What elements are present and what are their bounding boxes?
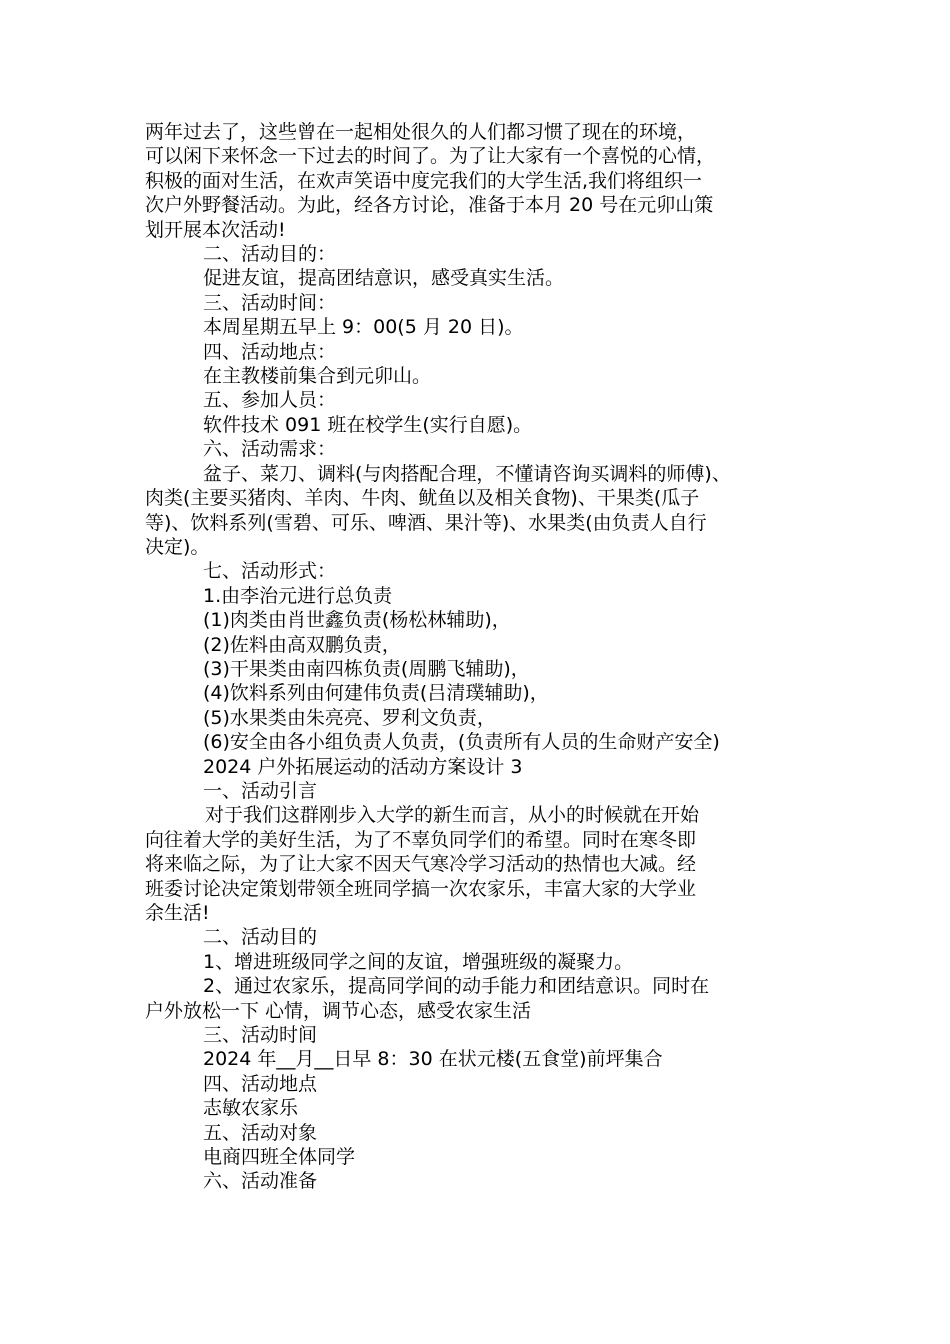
text-line: 等)、饮料系列(雪碧、可乐、啤酒、果汁等)、水果类(由负责人自行 [145, 511, 707, 534]
text-line: 积极的面对生活，在欢声笑语中度完我们的大学生活,我们将组织一 [145, 169, 703, 192]
text-line: 班委讨论决定策划带领全班同学搞一次农家乐，丰富大家的大学业 [145, 877, 697, 900]
text-line: 三、活动时间 [203, 1024, 318, 1047]
text-line: 五、活动对象 [203, 1121, 318, 1144]
text-line: 六、活动准备 [203, 1170, 318, 1193]
text-line: 三、活动时间： [203, 291, 337, 314]
text-line: 软件技术 091 班在校学生(实行自愿)。 [203, 413, 533, 436]
text-line: 志敏农家乐 [203, 1097, 299, 1120]
text-line: 电商四班全体同学 [203, 1146, 356, 1169]
text-line: 1、增进班级同学之间的友谊，增强班级的凝聚力。 [203, 950, 634, 973]
text-line: 肉类(主要买猪肉、羊肉、牛肉、鱿鱼以及相关食物)、干果类(瓜子 [145, 487, 700, 510]
text-line: 五、参加人员： [203, 389, 337, 412]
text-line: 2、通过农家乐，提高同学间的动手能力和团结意识。同时在 [203, 975, 710, 998]
text-line: 两年过去了，这些曾在一起相处很久的人们都习惯了现在的环境， [145, 121, 697, 143]
text-line: 1.由李治元进行总负责 [203, 584, 393, 607]
text-line: 四、活动地点 [203, 1072, 318, 1095]
text-line: (2)佐料由高双鹏负责， [203, 633, 401, 656]
text-line: 在主教楼前集合到元卯山。 [203, 365, 432, 388]
text-line: 余生活! [145, 902, 210, 924]
text-line: 户外放松一下 心情，调节心态，感受农家生活 [145, 999, 532, 1022]
text-line: 二、活动目的： [203, 243, 337, 266]
text-line: 2024 年__月__日早 8：30 在状元楼(五食堂)前坪集合 [203, 1048, 663, 1071]
text-line: 本周星期五早上 9：00(5 月 20 日)。 [203, 316, 524, 339]
text-line: 盆子、菜刀、调料(与肉搭配合理，不懂请咨询买调料的师傅)、 [203, 462, 731, 485]
text-line: 2024 户外拓展运动的活动方案设计 3 [203, 755, 523, 778]
text-line: 四、活动地点： [203, 340, 337, 363]
text-line: 二、活动目的 [203, 926, 318, 949]
text-line: 一、活动引言 [203, 779, 318, 802]
text-line: 对于我们这群刚步入大学的新生而言，从小的时候就在开始 [205, 804, 700, 827]
text-line: (6)安全由各小组负责人负责，(负责所有人员的生命财产安全) [203, 731, 720, 754]
text-line: (5)水果类由朱亮亮、罗利文负责， [203, 706, 496, 729]
text-line: 向往着大学的美好生活，为了不辜负同学们的希望。同时在寒冬即 [145, 828, 697, 851]
text-line: 决定)。 [145, 535, 210, 558]
text-line: 将来临之际，为了让大家不因天气寒冷学习活动的热情也大减。经 [145, 853, 697, 876]
text-line: 划开展本次活动! [145, 218, 286, 241]
text-line: (3)干果类由南四栋负责(周鹏飞辅助)， [203, 657, 530, 680]
text-line: 次户外野餐活动。为此，经各方讨论，准备于本月 20 号在元卯山策 [145, 194, 714, 217]
text-line: 可以闲下来怀念一下过去的时间了。为了让大家有一个喜悦的心情， [145, 145, 716, 168]
text-line: 七、活动形式： [203, 560, 337, 583]
text-line: 促进友谊，提高团结意识，感受真实生活。 [203, 267, 565, 290]
document-body [145, 120, 815, 1194]
text-line: 六、活动需求： [203, 438, 337, 461]
text-line: (4)饮料系列由何建伟负责(吕清璞辅助)， [203, 682, 549, 705]
text-line: (1)肉类由肖世鑫负责(杨松林辅助)， [203, 609, 511, 632]
